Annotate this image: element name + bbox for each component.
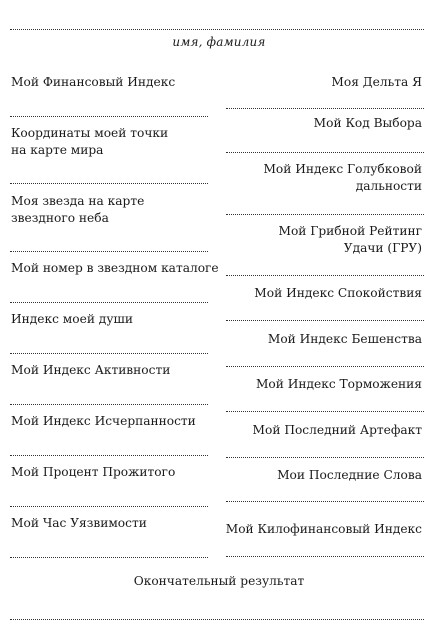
label-line: Мой Индекс Исчерпанности <box>11 414 196 428</box>
left-field-label-5 <box>11 311 211 328</box>
left-field-label-9 <box>11 515 211 532</box>
left-field-label-3 <box>11 193 211 227</box>
name-line[interactable] <box>10 29 424 30</box>
left-field-label-6 <box>11 362 211 379</box>
right-field-line-2[interactable] <box>226 152 424 153</box>
right-field-line-5[interactable] <box>226 320 424 321</box>
right-field-line-6[interactable] <box>226 366 424 367</box>
label-line: Мои Последние Слова <box>277 468 422 482</box>
right-field-line-3[interactable] <box>226 214 424 215</box>
left-field-line-1[interactable] <box>10 116 208 117</box>
left-field-label-7 <box>11 413 211 430</box>
right-field-label-7 <box>218 376 422 393</box>
label-line: Мой Индекс Торможения <box>255 377 422 391</box>
right-field-label-6 <box>218 331 422 348</box>
right-field-line-4[interactable] <box>226 275 424 276</box>
label-line: Мой Процент Прожитого <box>11 465 176 479</box>
right-field-line-10[interactable] <box>226 556 424 557</box>
left-field-line-9[interactable] <box>10 557 208 558</box>
result-label: Окончательный результат <box>133 574 305 588</box>
right-field-label-9 <box>218 467 422 484</box>
label-line: звездного неба <box>11 211 109 225</box>
label-line: Мой Последний Артефакт <box>252 423 422 437</box>
name-label: имя, фамилия <box>172 35 266 49</box>
label-line: на карте мира <box>11 143 104 157</box>
label-line: Мой номер в звездном каталоге <box>11 261 219 275</box>
left-field-label-2 <box>11 125 211 159</box>
left-field-line-4[interactable] <box>10 302 208 303</box>
right-field-line-8[interactable] <box>226 457 424 458</box>
label-line: Координаты моей точки <box>11 126 169 140</box>
label-line: Мой Индекс Бешенства <box>267 332 422 346</box>
left-field-line-7[interactable] <box>10 455 208 456</box>
label-line: Моя звезда на карте <box>11 194 145 208</box>
right-field-line-9[interactable] <box>226 501 424 502</box>
left-field-line-8[interactable] <box>10 506 208 507</box>
left-field-label-1 <box>11 74 211 91</box>
label-line: Мой Индекс Голубковой <box>263 162 422 176</box>
label-line: Мой Килофинансовый Индекс <box>225 522 422 536</box>
right-field-label-8 <box>218 422 422 439</box>
label-line: Удачи (ГРУ) <box>343 241 422 255</box>
left-field-line-6[interactable] <box>10 404 208 405</box>
right-field-label-3 <box>218 161 422 195</box>
label-line: Мой Индекс Активности <box>11 363 171 377</box>
right-field-label-10 <box>218 521 422 538</box>
label-line: Мой Час Уязвимости <box>11 516 147 530</box>
left-field-label-8 <box>11 464 211 481</box>
right-field-line-7[interactable] <box>226 411 424 412</box>
left-field-line-5[interactable] <box>10 353 208 354</box>
label-line: Мой Индекс Спокойствия <box>254 286 422 300</box>
label-line: Мой Финансовый Индекс <box>11 75 176 89</box>
label-line: Индекс моей души <box>11 312 133 326</box>
right-field-label-2 <box>218 115 422 132</box>
left-field-label-4 <box>11 260 219 277</box>
right-field-line-1[interactable] <box>226 108 424 109</box>
label-line: дальности <box>355 179 422 193</box>
left-field-line-2[interactable] <box>10 183 208 184</box>
right-field-label-4 <box>218 223 422 257</box>
result-line[interactable] <box>10 619 424 620</box>
label-line: Мой Грибной Рейтинг <box>278 224 422 238</box>
label-line: Мой Код Выбора <box>313 116 422 130</box>
label-line: Моя Дельта Я <box>331 75 422 89</box>
left-field-line-3[interactable] <box>10 251 208 252</box>
right-field-label-1 <box>218 74 422 91</box>
right-field-label-5 <box>218 285 422 302</box>
